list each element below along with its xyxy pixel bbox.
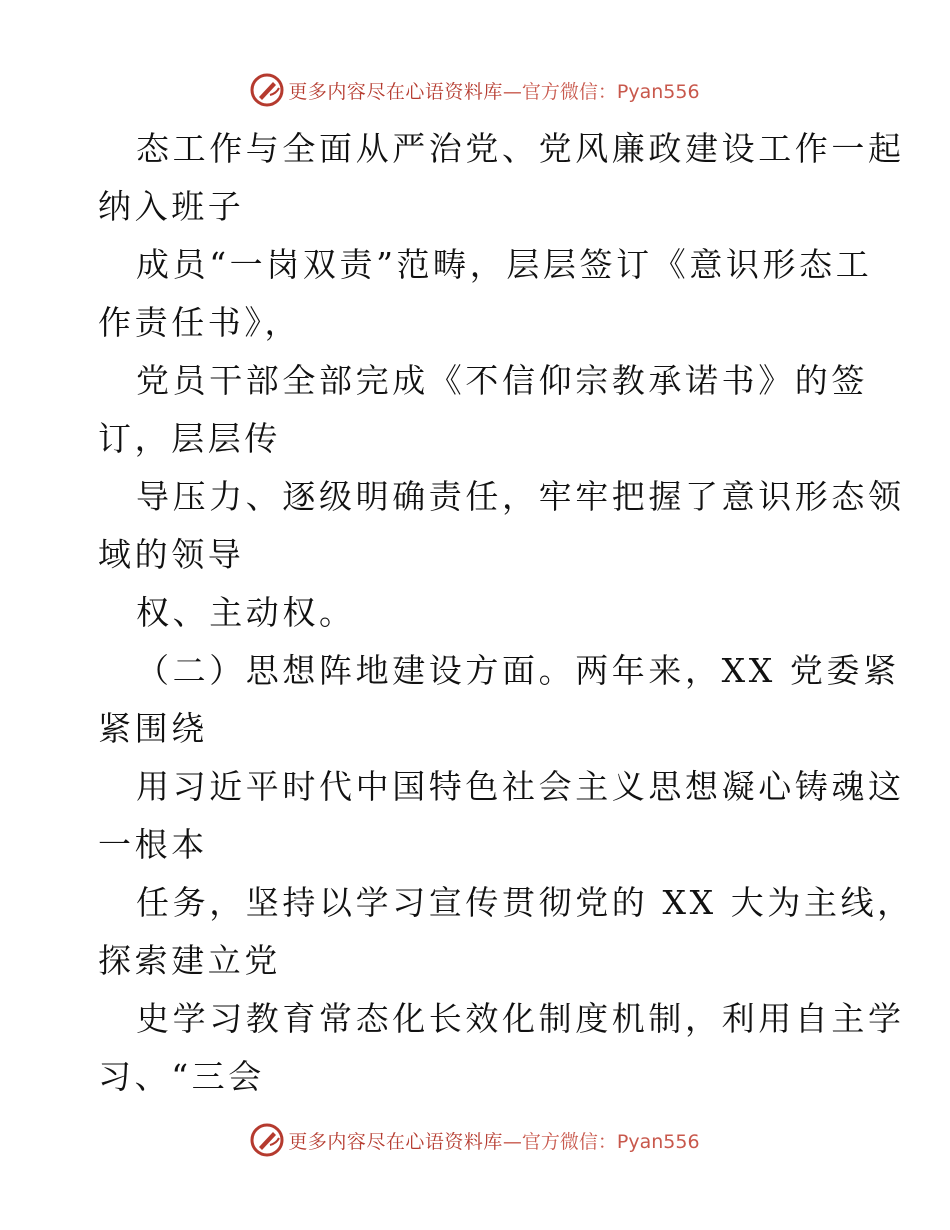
footer-banner-wechat: —官方微信：Pyan556 bbox=[502, 1130, 700, 1153]
header-banner-text: 更多内容尽在心语资料库 bbox=[288, 80, 503, 103]
text-line: 用习近平时代中国特色社会主义思想凝心铸魂这 bbox=[136, 767, 905, 806]
text-line: 权、主动权。 bbox=[136, 593, 356, 632]
text-line: 导压力、逐级明确责任，牢牢把握了意识形态领 bbox=[136, 477, 905, 516]
text-line: 一根本 bbox=[98, 825, 208, 864]
text-line: （二）思想阵地建设方面。两年来，XX 党委紧 bbox=[136, 651, 900, 690]
text-line: 订，层层传 bbox=[98, 419, 281, 458]
text-line: 探索建立党 bbox=[98, 941, 281, 980]
document-body bbox=[98, 120, 914, 1106]
text-line: 习、“三会 bbox=[98, 1057, 265, 1096]
footer-banner-text: 更多内容尽在心语资料库 bbox=[288, 1130, 503, 1153]
header-banner-wechat: —官方微信：Pyan556 bbox=[502, 80, 700, 103]
header-banner bbox=[0, 70, 950, 110]
logo-icon bbox=[250, 1123, 284, 1157]
text-line: 作责任书》， bbox=[98, 303, 302, 342]
footer-banner bbox=[0, 1120, 950, 1160]
text-line: 成员“一岗双责”范畴，层层签订《意识形态工 bbox=[136, 245, 873, 284]
text-line: 党员干部全部完成《不信仰宗教承诺书》的签 bbox=[136, 361, 868, 400]
text-line: 史学习教育常态化长效化制度机制，利用自主学 bbox=[136, 999, 905, 1038]
text-line: 紧围绕 bbox=[98, 709, 208, 748]
text-line: 态工作与全面从严治党、党风廉政建设工作一起 bbox=[136, 129, 905, 168]
text-line: 纳入班子 bbox=[98, 187, 245, 226]
text-line: 域的领导 bbox=[98, 535, 245, 574]
logo-icon bbox=[250, 73, 284, 107]
text-line: 任务，坚持以学习宣传贯彻党的 XX 大为主线， bbox=[136, 883, 914, 922]
